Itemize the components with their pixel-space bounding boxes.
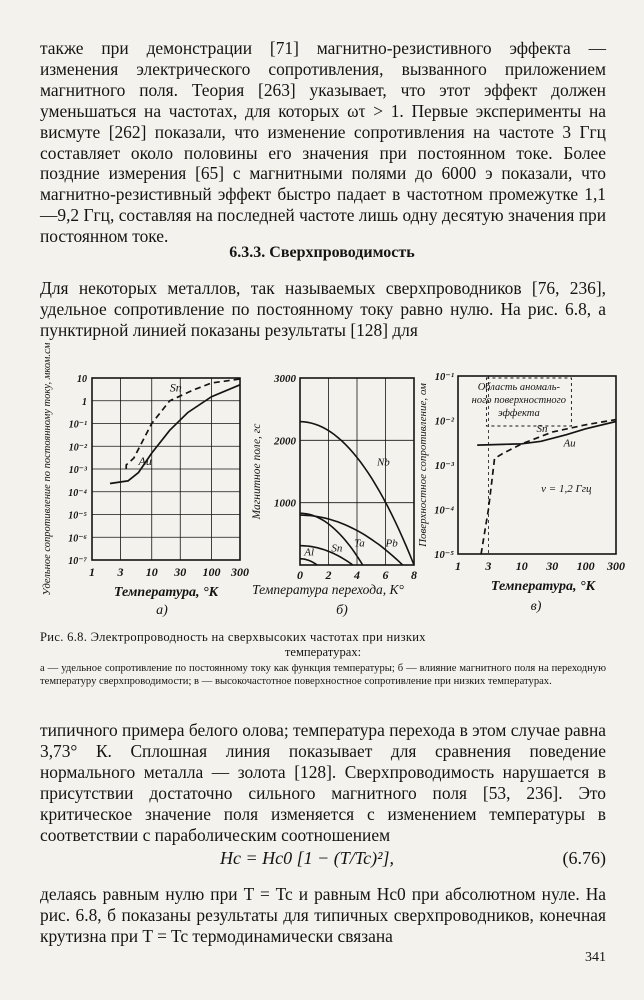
y-tick-label-a: 10⁻¹: [68, 419, 87, 431]
y-tick-label-a: 1: [82, 396, 87, 408]
x-axis-label-a: Температура, °К: [113, 585, 219, 600]
frequency-annotation: ν = 1,2 Ггц: [541, 482, 592, 495]
x-axis-label-c: Температура, °К: [490, 579, 596, 594]
series-label-b-Nb: Nb: [376, 456, 390, 469]
series-label-c-sn: Sn: [536, 423, 548, 436]
anomaly-region-label: ного поверхностного: [471, 395, 567, 406]
y-axis-label-b: Магнитное поле, гс: [251, 423, 263, 520]
y-axis-label-c: Поверхностное сопротивление, ом: [417, 383, 429, 547]
x-tick-label-a: 3: [117, 565, 124, 579]
y-tick-label-c: 10⁻³: [434, 461, 454, 472]
x-tick-label-c: 1: [455, 559, 461, 573]
series-curve-b-Al: [300, 559, 317, 565]
anomaly-region-label: Область аномаль-: [477, 382, 561, 393]
paragraph-3: типичного примера белого олова; температура перехода в этом случае равна 3,73° К. Сплошная линия показывает для сравнения поведение нормального металла — золота [128]. Сверхпроводимость нарушается в присутствии достаточно сильного магнитного поля [53, 236]. Это критическое значение поля изменяется с изменением температуры в соответствии с параболическим соотношением: [40, 720, 606, 845]
x-tick-label-b: 6: [382, 568, 389, 582]
series-label-a-sn: Sn: [169, 380, 182, 395]
x-tick-label-a: 10: [145, 565, 158, 579]
panel-label-b: б): [336, 603, 348, 618]
y-tick-label-a: 10⁻⁶: [68, 533, 87, 545]
panel-label-a: а): [156, 603, 168, 618]
y-tick-label-b: 2000: [274, 435, 296, 448]
paragraph-2: Для некоторых металлов, так называемых сверхпроводников [76, 236], удельное сопротивление по постоянному току равно нулю. На рис. 6.8, а пунктирной линией показаны результаты [128] для: [40, 278, 606, 340]
y-tick-label-a: 10⁻²: [68, 442, 87, 454]
y-tick-label-b: 1000: [274, 497, 296, 510]
series-label-b-Pb: Pb: [385, 537, 398, 550]
x-tick-label-c: 100: [576, 559, 595, 573]
y-axis-label-a: Удельное сопротивление по постоянному току, мком.см: [42, 342, 53, 596]
paragraph-1: также при демонстрации [71] магнитно-резистивного эффекта — изменения электрического сопротивления, вызванного приложением магнитного поля. Теория [263] указывает, что этот эффект должен уменьшаться на частотах, для которых ωτ > 1. Первые эксперименты на висмуте [262] показали, что изменение сопротивления на частоте 3 Ггц составляет около половины его значения при постоянном токе. Более поздние измерения [65] с магнитными полями до 6000 э показали, что магнитно-резистивный эффект быстро падает в частотном промежутке 1,1—9,2 Ггц, составляя на последней частоте лишь одну десятую значения при постоянном токе.: [40, 38, 606, 247]
y-tick-label-c: 10⁻⁴: [434, 505, 454, 517]
x-tick-label-a: 100: [202, 565, 221, 579]
x-tick-label-c: 300: [607, 559, 625, 573]
x-axis-label-b: Температура перехода, К°: [252, 582, 404, 597]
x-tick-label-a: 1: [89, 565, 95, 579]
series-label-b-Ta: Ta: [354, 537, 365, 550]
y-tick-label-c: 10⁻¹: [434, 372, 454, 383]
equation-formula: Hc = Hc0 [1 − (T/Tc)²],: [220, 848, 395, 868]
figure-caption: [40, 630, 606, 688]
y-tick-label-a: 10⁻⁵: [68, 510, 87, 522]
panel-label-c: в): [530, 599, 542, 614]
x-tick-label-c: 3: [485, 559, 492, 573]
paragraph-4: делаясь равным нулю при T = Tc и равным Hc0 при абсолютном нуле. На рис. 6.8, б показаны результаты для типичных сверхпроводников, конечная крутизна при T = Tc термодинамически связана: [40, 884, 606, 946]
x-tick-label-a: 30: [174, 565, 187, 579]
x-tick-label-b: 4: [354, 568, 360, 582]
chart-c: [408, 358, 644, 620]
chart-a: [0, 342, 250, 620]
caption-title-continued: температурах:: [284, 645, 362, 659]
anomaly-region-label: эффекта: [497, 408, 540, 419]
x-tick-label-b: 2: [325, 568, 332, 582]
y-tick-label-a: 10: [77, 374, 87, 385]
y-tick-label-a: 10⁻⁷: [68, 556, 87, 567]
x-tick-label-b: 8: [411, 568, 417, 582]
y-tick-label-a: 10⁻³: [68, 465, 87, 476]
y-tick-label-b: 3000: [274, 373, 296, 385]
section-heading: 6.3.3. Сверхпроводимость: [229, 244, 415, 261]
equation: [40, 848, 606, 872]
x-tick-label-c: 10: [515, 559, 528, 573]
series-label-a-au: Au: [138, 453, 152, 468]
series-label-c-au: Au: [563, 437, 576, 450]
x-tick-label-c: 30: [546, 559, 559, 573]
y-tick-label-a: 10⁻⁴: [68, 487, 87, 499]
x-tick-label-a: 300: [231, 565, 249, 579]
y-tick-label-c: 10⁻²: [434, 416, 454, 428]
series-label-b-Sn: Sn: [331, 542, 343, 555]
chart-b: [228, 358, 434, 620]
series-label-b-Al: Al: [304, 546, 315, 559]
x-tick-label-b: 0: [297, 568, 303, 582]
caption-body: а — удельное сопротивление по постоянному току как функция температуры; б — влияние магнитного поля на переходную температуру сверхпроводимости; в — высокочастотное поверхностное сопротивление при низких температурах.: [40, 663, 606, 687]
page-number: 341: [585, 950, 606, 965]
equation-number: (6.76): [562, 848, 606, 868]
caption-title: Рис. 6.8. Электропроводность на сверхвысоких частотах при низких: [40, 630, 426, 644]
y-tick-label-c: 10⁻⁵: [434, 550, 454, 561]
